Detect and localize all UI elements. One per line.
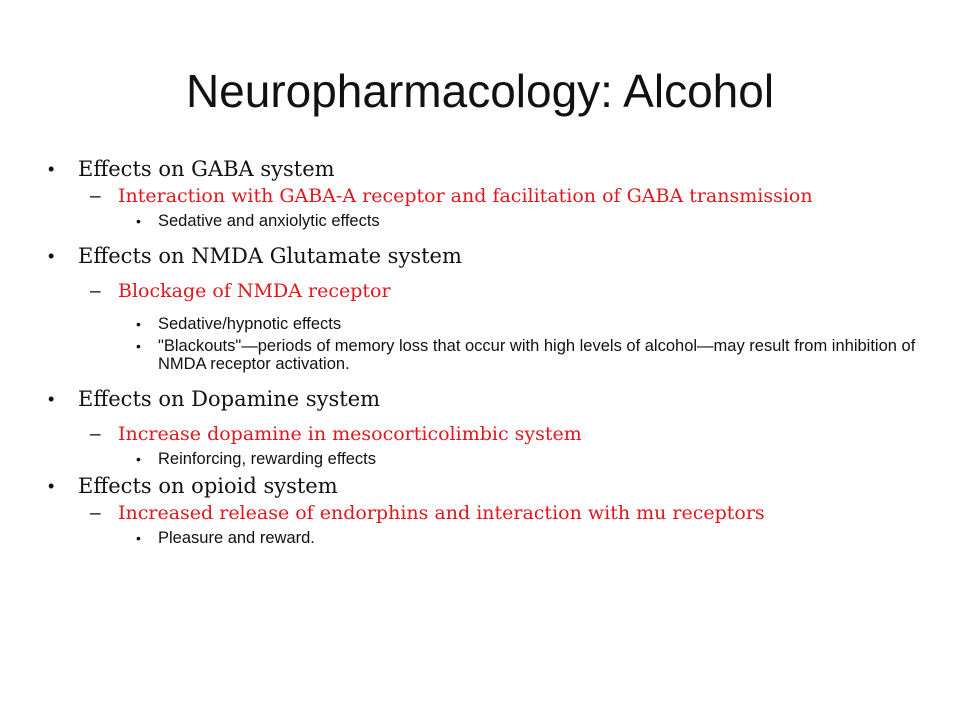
bullet-dot: • [48,476,55,496]
section-subpoint-dopamine [48,425,918,444]
subpoint-text: Blockage of NMDA receptor [118,280,391,302]
bullet-dot: • [136,451,141,467]
point-text: Reinforcing, rewarding effects [158,450,376,468]
bullet-dash: – [90,186,101,207]
bullet-dash: – [90,424,101,445]
bullet-dash: – [90,503,101,524]
section-subpoint-nmda [48,282,918,301]
bullet-dot: • [48,389,55,409]
slide-content [48,157,918,547]
bullet-dot: • [48,246,55,266]
point-text: Pleasure and reward. [158,529,315,547]
section-heading-nmda [48,244,918,268]
section-point-opioid-1 [48,529,918,547]
bullet-dot: • [136,530,141,546]
bullet-dot: • [136,213,141,229]
section-heading-text: Effects on Dopamine system [78,387,381,411]
section-heading-text: Effects on NMDA Glutamate system [78,244,462,268]
subpoint-text: Increase dopamine in mesocorticolimbic system [118,423,582,445]
subpoint-text: Interaction with GABA-A receptor and facilitation of GABA transmission [118,185,813,207]
section-subpoint-gaba [48,187,918,206]
section-point-nmda-1 [48,315,918,333]
bullet-dot: • [48,159,55,179]
point-text: Sedative and anxiolytic effects [158,212,380,230]
section-heading-gaba [48,157,918,181]
subpoint-text: Increased release of endorphins and interaction with mu receptors [118,502,765,524]
section-heading-opioid [48,474,918,498]
section-point-gaba-1 [48,212,918,230]
section-point-nmda-2 [48,337,918,373]
point-text: Sedative/hypnotic effects [158,315,342,333]
section-heading-text: Effects on opioid system [78,474,338,498]
section-point-dopamine-1 [48,450,918,468]
section-heading-dopamine [48,387,918,411]
section-heading-text: Effects on GABA system [78,157,335,181]
bullet-dot: • [136,316,141,332]
slide-title: Neuropharmacology: Alcohol [185,65,775,117]
bullet-dash: – [90,281,101,302]
point-text: "Blackouts"—periods of memory loss that occur with high levels of alcohol—may result from inhibition of NMDA receptor activation. [158,337,916,373]
bullet-dot: • [136,338,141,354]
section-subpoint-opioid [48,504,918,523]
